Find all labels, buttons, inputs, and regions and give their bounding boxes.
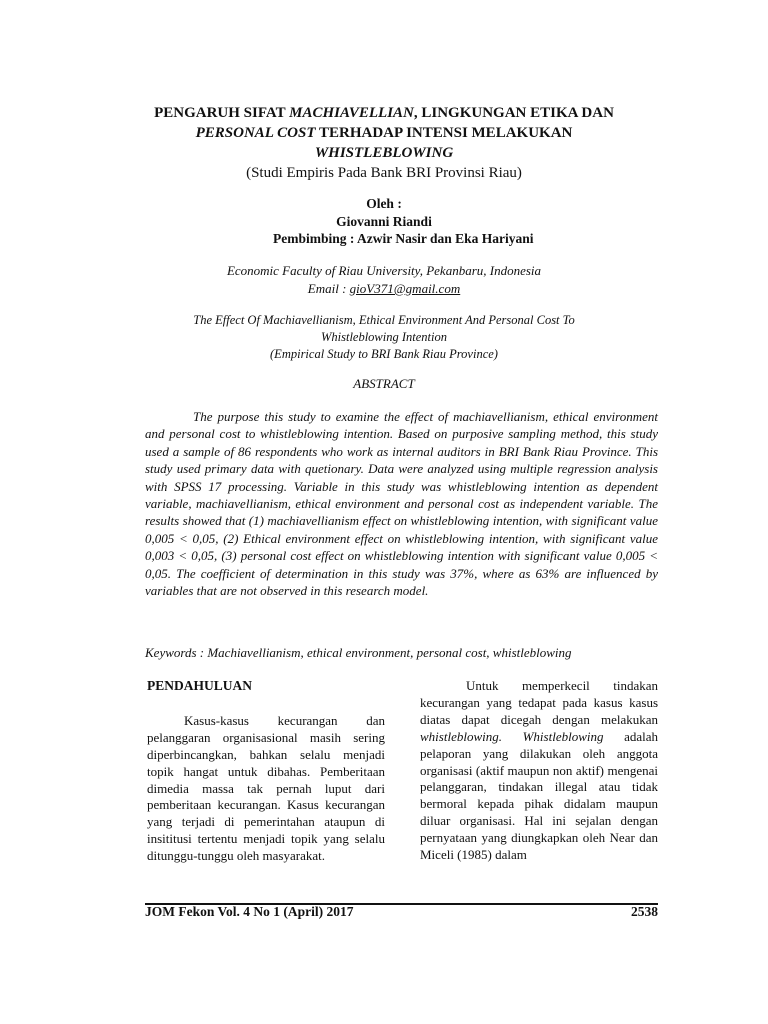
supervisors: Pembimbing : Azwir Nasir dan Eka Hariyani — [273, 231, 534, 246]
right-text: adalah pelaporan yang dilakukan oleh anggota organisasi (aktif maupun non aktif) mengenai pelanggaran, tindakan illegal atau tidak bermoral kepada pihak didalam maupun diluar organisasi. Hal ini sejalan dengan pernyataan yang diungkapkan oleh Near dan Miceli (1985) dalam — [420, 728, 659, 863]
email-line — [110, 280, 658, 298]
section-heading: PENDAHULUAN — [147, 678, 253, 693]
email-label: Email : — [307, 281, 350, 296]
paper-subtitle: (Studi Empiris Pada Bank BRI Provinsi Riau) — [246, 165, 522, 181]
title-italic-machiavellian: MACHIAVELLIAN — [289, 105, 414, 121]
abstract-text: The purpose this study to examine the effect of machiavellianism, ethical environment and personal cost to whistleblowing intention. Based on purposive sampling method, this study used a sample of 86 respondents who work as internal auditors in BRI Bank Riau Province. This study used primary data with quetionary. Data were analyzed using multiple regression analysis with SPSS 17 processing. Variable in this study was whistleblowing intention as dependent variable, machiavellianism, ethical environment and personal cost as independent variable. The results showed that (1) machiavellianism effect on whistleblowing intention, with significant value 0,005 < 0,05, (2) Ethical environment effect on whistleblowing intention, with significant value 0,003 < 0,05, (3) personal cost effect on whistleblowing intention with significant value 0,005 < 0,05. The coefficient of determination in this study was 37%, where as 63% are influenced by variables that are not observed in this research model. — [145, 409, 658, 599]
keywords: Keywords : Machiavellianism, ethical environment, personal cost, whistleblowing — [145, 645, 572, 660]
left-paragraph: Kasus-kasus kecurangan dan pelanggaran organisasional masih sering diperbincangkan, bahkan selalu menjadi topik hangat untuk dibahas. Pemberitaan dimedia massa tak pernah luput dari pemberitaan kecurangan. Kasus kecurangan yang terjadi di pemerintahan ataupun di insititusi tertentu menjadi topik yang selalu ditunggu-tunggu oleh masyarakat. — [147, 712, 385, 864]
page-number: 2538 — [631, 904, 658, 919]
title-line-3 — [110, 143, 658, 163]
title-italic-whistleblowing: WHISTLEBLOWING — [314, 145, 454, 161]
right-paragraph — [420, 678, 658, 864]
email-link[interactable]: gioV371@gmail.com — [349, 281, 461, 296]
right-column — [420, 678, 658, 864]
title-text: PENGARUH SIFAT — [154, 105, 290, 121]
affiliation — [110, 262, 658, 298]
right-text: Untuk memperkecil tindakan kecurangan yang tedapat pada kasus kasus diatas dapat dicegah dengan melakukan — [420, 678, 658, 727]
english-title — [110, 312, 658, 363]
right-space — [502, 729, 523, 744]
journal-footer: JOM Fekon Vol. 4 No 1 (April) 2017 — [145, 904, 354, 919]
title-text: , LINGKUNGAN ETIKA DAN — [413, 105, 614, 121]
english-title-line-3: (Empirical Study to BRI Bank Riau Province) — [270, 347, 498, 361]
abstract-heading: ABSTRACT — [353, 376, 415, 391]
right-italic-term: Whistleblowing — [522, 728, 604, 744]
title-text: TERHADAP INTENSI MELAKUKAN — [315, 125, 573, 141]
english-title-line-1: The Effect Of Machiavellianism, Ethical Environment And Personal Cost To — [193, 313, 575, 327]
title-line-2 — [110, 123, 658, 143]
faculty: Economic Faculty of Riau University, Pekanbaru, Indonesia — [226, 263, 542, 278]
title-italic-personal-cost: PERSONAL COST — [195, 125, 316, 141]
right-italic-term: whistleblowing. — [420, 728, 502, 744]
paper-title — [110, 103, 658, 183]
author-name: Giovanni Riandi — [336, 214, 432, 229]
oleh-label: Oleh : — [366, 196, 402, 211]
english-title-line-2: Whistleblowing Intention — [320, 330, 448, 344]
left-column — [147, 678, 385, 865]
title-line-1 — [110, 103, 658, 123]
author-block — [110, 195, 658, 231]
